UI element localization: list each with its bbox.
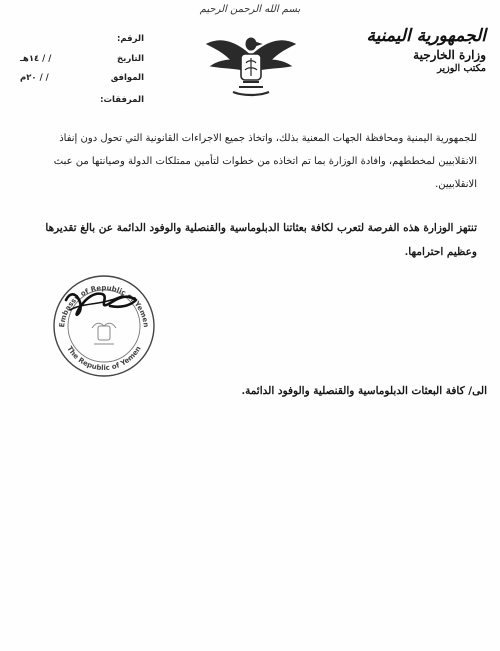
office-name: مكتب الوزير: [437, 63, 486, 74]
basmala: بسم الله الرحمن الرحيم: [199, 4, 301, 15]
date-value: / / ١٤هـ: [20, 54, 52, 64]
header-field-number: [20, 34, 144, 46]
addressee: الى/ كافة البعثات الدبلوماسية والقنصلية والوفود الدائمة.: [241, 385, 487, 397]
body-paragraph-1: للجمهورية اليمنية ومحافظة الجهات المعنية بذلك، واتخاذ جميع الاجراءات القانونية التي تحول دون إنفاذ الانقلابيين لمخططهم، وافادة الوزارة بما تم اتخاذه من خطوات لتأمين ممتلكات الدولة وصيانتها من عبث الانقلابيين.: [53, 133, 477, 190]
seal-text: Embassy of Republic of Yemen: [58, 283, 150, 328]
header-field-date: [20, 54, 144, 66]
corresponding-label: الموافق: [110, 73, 144, 83]
country-name: الجمهورية اليمنية: [366, 26, 486, 46]
org-header: [366, 26, 486, 74]
header-field-attachments: [20, 95, 144, 107]
date-label: التاريخ: [117, 54, 144, 64]
embassy-seal-icon: [50, 272, 158, 380]
header-field-corresponding: [20, 73, 144, 85]
corresponding-value: / / ٢٠م: [20, 73, 49, 83]
yemen-eagle-emblem-icon: [203, 30, 299, 98]
seal-country-text: The Republic of Yemen: [65, 344, 143, 373]
body-paragraph-2: تنتهز الوزارة هذه الفرصة لتعرب لكافة بعثاتنا الدبلوماسية والقنصلية والوفود الدائمة عن بالغ تقديرها وعظيم احترامها.: [45, 222, 477, 258]
ministry-name: وزارة الخارجية: [413, 48, 486, 62]
attachments-label: المرفقات:: [100, 95, 144, 105]
number-label: الرقم:: [116, 34, 144, 44]
